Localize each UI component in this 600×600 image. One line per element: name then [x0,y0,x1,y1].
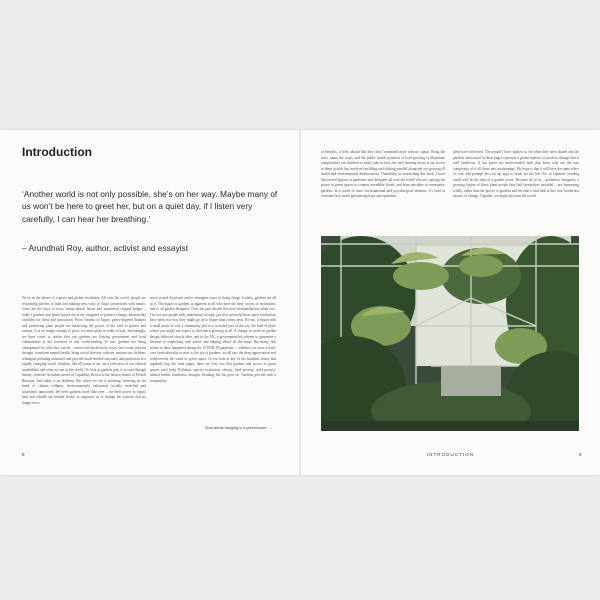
greenhouse-illustration [321,236,579,431]
body-column-4: these have delivered. The people I have spoken to, the ideas they have shared and the gardens showcased in these pages represent a global tapestry of positive change that is well underway. It has given me much-needed faith that those who see the vast complexity of it all, these new awakenings. My hope is that it will have the same effect on you, and perhaps also stir an urge to reach for the hoe. For in Japanese wording could well be the idea of a garden acorn. Because all of us – gardeners, designers, a growing legion of these plant people that find themselves included – are harnessing wildly, rather than the power of gardens and become a vital link in this vast, borderless mosaic of change. Together, we might just save the world. [453,150,579,198]
page-number-left: 8 [22,452,25,457]
running-head: INTRODUCTION [426,452,475,457]
page-title: Introduction [22,145,92,159]
arrow-right-icon: → [268,426,273,430]
epigraph-attribution: – Arundhati Roy, author, activist and essayist [22,243,189,253]
photo-caption-text: Succulents hanging in a greenhouse. [205,426,268,430]
body-column-3: of benefits, it feels absurd that they don’t command more serious capital. Bring the facts, name the crops, and the public health potential of food growing to illuminate complexities, our children so easily take in facts, the only limiting factor is our access to them (which has involved rewilding and shifting parallel alongside our growing ill health and environmental deterioration). Thankfully, in researching this book, I have discovered legions of gardeners and designers all over the world who are copying the power of green spaces to counter incredible floods, and from outsiders to community gardens. In a world of toxic environmental and psychological tensions, it’s hard to overstate how much galvanising hope and optimism [321,150,445,198]
right-page [301,130,600,475]
page-number-right: 9 [579,452,582,457]
book-spread [0,130,600,475]
body-column-1: We’re in the throes of a green and global revolution. All over the world, people are reclaiming patches of land and making new ways to forge connections with nature. Gone are the days of toxic, monocultural lawns and manicured clipped hedges – today’s gardens and green spaces are at the vanguard of positive change, modern-day crucibles for ideas and innovation. From Toronto to Taipei, green-fingered thinkers and pioneering plant people are harnessing the power of the wild to protect and nurture. It is no longer enough to grow, we must plant in order to heal. Increasingly, we have come to realise that our gardens are leaving government and local communities at the forefront of real world-healing. At last, gardens are being championed for what they can do – reverse the biodiversity crisis, save water, prevent drought, transform mental health, bring social division, educate, nurture our children, reimagine polluting industries and provide much-needed sanctuary and protection in a rapidly changing world. Gardens, like all forms of art, are a reflection of our cultural sensibilities and what we see in the world. To look at gardens past is to read through history, from the Arcadian curves of Capability Brown to the terrace estates of French Baroque. And today is no different. But where we are is alarming: teetering on the brink of climate collapse, environmentally exhausted, socially wretched and sometimes unmoored. We need gardens more than ever – for their power to repair, heal and rebuild our broken world, to empower us to change the systems that no longer serve. [22,296,146,405]
left-page [0,130,299,475]
greenhouse-photo [321,236,579,431]
body-column-2: serve us and the planet and to reimagine ways of doing things. Luckily, gardens are all in it. The magic of gardens is apparent to all who have the time, access or inclination, and to all garden designers. Over the past decade this new relationship has taken root. I’m not sure people fully understand, though, just how powerful these quiet revolutions have been, nor how they might go on to shape what comes next. For me, it began with a small patch of soil: a community plot in a crowded part of the city, the kind of place where you might not expect to find much growing at all. A change in career in garden design followed shortly after, and in the UK, a government-led scheme to guarantee a lifetime of connecting with nature and helping others do the same. But many, this seems to have happened during the COVID-19 pandemic – whether you were a hard-core horticulturalist or new to the joy of gardens, we all saw the deep appreciation and rediscovered the value of green space. If you look at any of the headline issues that regularly hog the front pages, there are very few that gardens and access to green spaces can’t help. Pollution, species extinction, obesity, food poverty, child poverty, mental health, loneliness, drought, flooding, the list goes on. Gardens provide such a tremendous [150,296,276,383]
epigraph-quote: ‘Another world is not only possible, she’s on her way. Maybe many of us won’t be here to greet her, but on a quiet day, if I listen very carefully, I can hear her breathing.’ [22,189,278,224]
photo-caption [205,426,272,430]
